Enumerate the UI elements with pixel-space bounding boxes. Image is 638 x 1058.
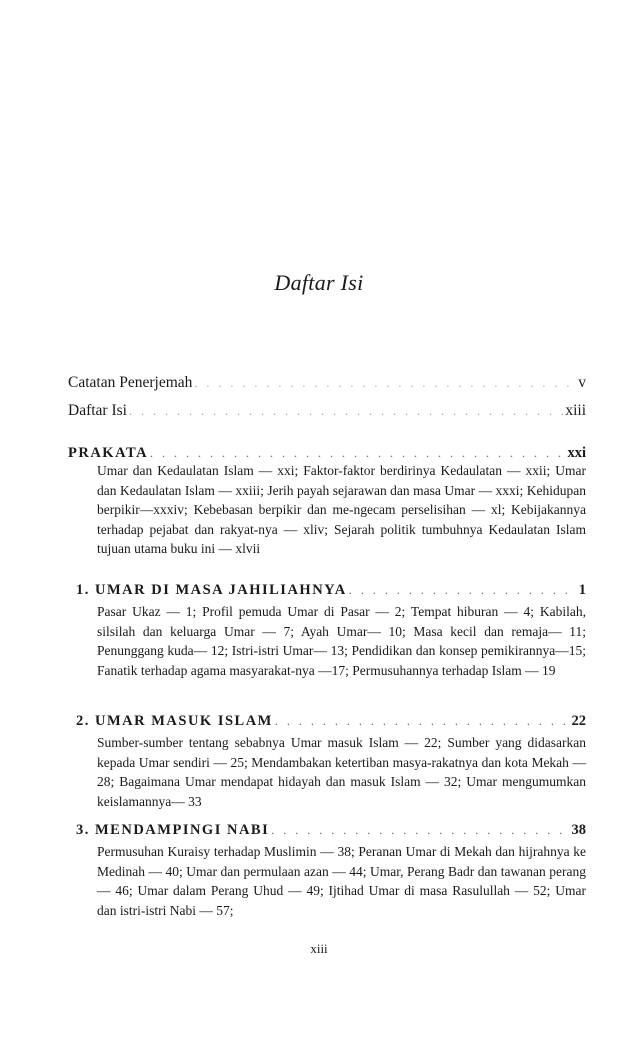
toc-entry-label: 2. UMAR MASUK ISLAM bbox=[76, 713, 273, 729]
toc-entry-chapter-1[interactable] bbox=[76, 582, 586, 599]
toc-entry-chapter-2[interactable] bbox=[76, 713, 586, 730]
toc-entry-page: xxi bbox=[567, 445, 586, 461]
toc-entry-prakata[interactable] bbox=[68, 445, 586, 462]
toc-entry-label: 1. UMAR DI MASA JAHILIAHNYA bbox=[76, 582, 347, 598]
toc-entry-page: v bbox=[578, 374, 586, 391]
leader-dots bbox=[150, 446, 565, 461]
toc-entry-label: Daftar Isi bbox=[68, 402, 127, 419]
toc-entry-page: 22 bbox=[571, 713, 586, 729]
section-summary: Sumber-sumber tentang sebabnya Umar masuk Islam — 22; Sumber yang didasarkan kepada Umar sendiri — 25; Mendambakan ketertiban masya-rakatnya dan kota Mekah — 28; Bagaimana Umar mendapat hidayah dan masuk Islam — 32; Umar mengumumkan keislamannya— 33 bbox=[97, 735, 586, 809]
leader-dots bbox=[275, 714, 570, 729]
section-summary: Permusuhan Kuraisy terhadap Muslimin — 38; Peranan Umar di Mekah dan hijrahnya ke Medinah — 40; Umar dan permulaan azan — 44; Umar, Perang Badr dan tawanan perang — 46; Umar dalam Perang Uhud — 49; Ijtihad Umar di masa Rasulullah — 52; Umar dan istri-istri Nabi — 57; bbox=[97, 844, 586, 918]
toc-entry-page: xiii bbox=[565, 402, 586, 419]
section-summary: Umar dan Kedaulatan Islam — xxi; Faktor-faktor berdirinya Kedaulatan — xxii; Umar dan Kedaulatan Islam — xxiii; Jerih payah sejarawan dan masa Umar — xxxi; Kehidupan berpikir—xxxiv; Kebebasan berpikir dan me-ngecam perselisihan — xl; Kebijakannya terhadap pejabat dan rakyat-nya — xliv; Sejarah politik tumbuhnya Kedaulatan Islam tujuan utama buku ini — xlvii bbox=[97, 463, 586, 556]
leader-dots bbox=[271, 823, 569, 838]
toc-entry-page: 1 bbox=[578, 582, 586, 598]
section-summary: Pasar Ukaz — 1; Profil pemuda Umar di Pasar — 2; Tempat hiburan — 4; Kabilah, silsilah dan keluarga Umar — 7; Ayah Umar— 10; Masa kecil dan remaja— 11; Penunggang kuda— 12; Istri-istri Umar— 13; Pendidikan dan konsep pemikirannya—15; Fanatik terhadap agama masyarakat-nya —17; Permusuhannya terhadap Islam — 19 bbox=[97, 604, 586, 678]
toc-entry-label: Catatan Penerjemah bbox=[68, 374, 193, 391]
leader-dots bbox=[129, 404, 563, 419]
leader-dots bbox=[349, 583, 577, 598]
toc-entry-chapter-3[interactable] bbox=[76, 822, 586, 839]
toc-entry-label: 3. MENDAMPINGI NABI bbox=[76, 822, 270, 838]
page-title: Daftar Isi bbox=[274, 270, 364, 295]
toc-entry-label: PRAKATA bbox=[68, 445, 149, 461]
toc-entry-daftar-isi[interactable] bbox=[68, 402, 586, 420]
toc-entry-page: 38 bbox=[571, 822, 586, 838]
leader-dots bbox=[194, 376, 576, 391]
page-number: xiii bbox=[310, 941, 328, 956]
toc-entry-catatan-penerjemah[interactable] bbox=[68, 374, 586, 392]
